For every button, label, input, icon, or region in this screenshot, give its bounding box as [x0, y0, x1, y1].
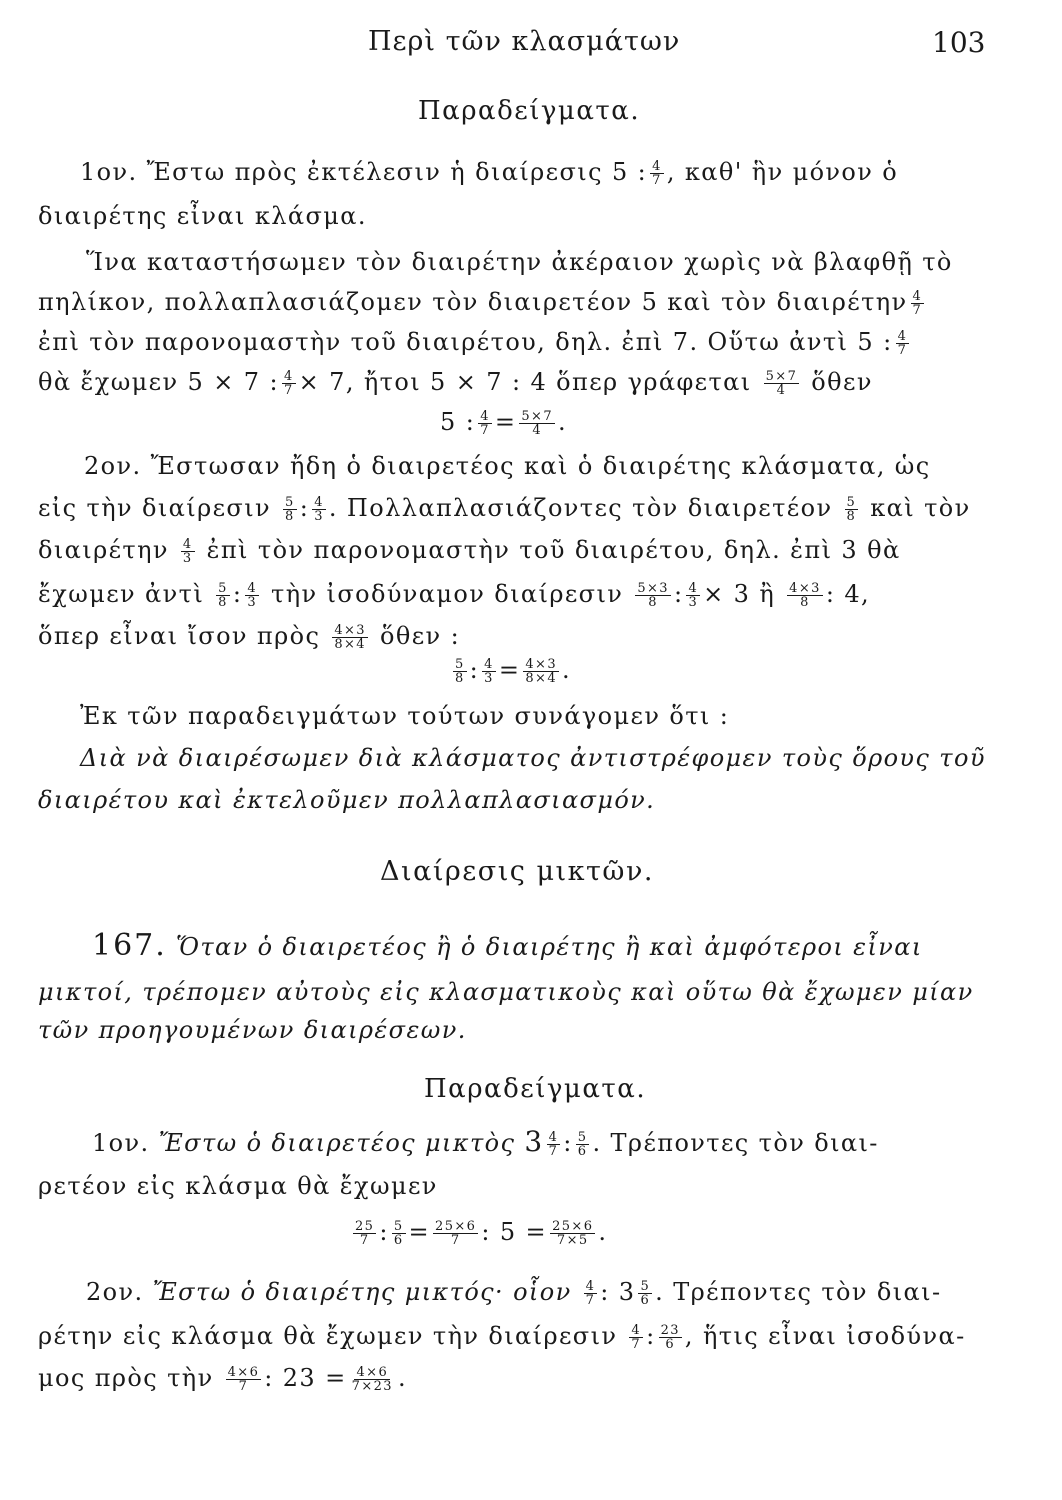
- ex1-line-1: [80, 156, 898, 188]
- denominator: 7: [548, 1144, 559, 1159]
- denominator: 3: [484, 671, 494, 686]
- numerator: 4⨯3: [789, 581, 821, 596]
- denominator: 8: [218, 595, 228, 610]
- fraction: [283, 496, 297, 523]
- text: πηλίκον, πολλαπλασιάζομεν τὸν διαιρετέον 5 καὶ τὸν διαιρέτην: [38, 288, 908, 316]
- fraction: [282, 370, 296, 397]
- denominator: 3: [247, 595, 258, 610]
- numerator: 4⨯3: [334, 623, 366, 638]
- fraction: [584, 1280, 598, 1307]
- fraction: [629, 1324, 643, 1351]
- conclusion-intro: Ἐκ τῶν παραδειγμάτων τούτων συνάγομεν ὅτι :: [80, 702, 730, 730]
- text: . Πολλαπλασιάζοντες τὸν διαιρετέον: [328, 494, 833, 522]
- ex2-line-5: [38, 620, 460, 652]
- fraction: [353, 1220, 376, 1247]
- ex2-line-4: [38, 578, 870, 610]
- fraction: [216, 582, 230, 609]
- denominator: 7: [283, 383, 294, 398]
- text: =: [494, 408, 517, 436]
- fraction: [550, 1220, 595, 1247]
- example-label: 1ον.: [80, 158, 138, 186]
- numerator: 5: [640, 1279, 651, 1294]
- numerator: 5⨯3: [637, 581, 669, 596]
- fraction: [547, 1131, 561, 1158]
- denominator: 7: [480, 423, 490, 438]
- fraction: [764, 370, 800, 397]
- text: Ἔστω πρὸς ἐκτέλεσιν ἡ διαίρεσις 5 :: [146, 158, 648, 186]
- ex1-line-6: [38, 366, 873, 398]
- text: =: [498, 656, 521, 684]
- numerator: 25⨯6: [435, 1219, 477, 1234]
- fraction: [478, 410, 492, 437]
- numerator: 4: [652, 159, 662, 174]
- denominator: 7: [359, 1233, 370, 1248]
- denominator: 6: [393, 1233, 404, 1248]
- ex1-line-4: [38, 286, 927, 318]
- fraction: [638, 1280, 652, 1307]
- numerator: 4: [247, 581, 258, 596]
- text: . Τρέποντες τὸν διαι-: [655, 1278, 942, 1306]
- running-head: Περὶ τῶν κλασμάτων: [368, 26, 681, 57]
- text: . Τρέποντες τὸν διαι-: [592, 1129, 879, 1157]
- text: , καθ' ἣν μόνον ὁ: [666, 158, 899, 186]
- numerator: 25: [355, 1219, 375, 1234]
- text: εἰς τὴν διαίρεσιν: [38, 494, 271, 522]
- numerator: 4: [182, 537, 193, 552]
- denominator: 3: [314, 509, 324, 524]
- text: ⨯ 7, ἤτοι 5 ⨯ 7 : 4 ὅπερ γράφεται: [298, 368, 752, 396]
- example-label: 2ον.: [86, 1278, 144, 1306]
- ex4-line-2: [38, 1320, 966, 1352]
- numerator: 5⨯7: [765, 369, 798, 384]
- fraction: [845, 496, 859, 523]
- section-heading-examples-2: Παραδείγματα.: [424, 1074, 647, 1104]
- text: =: [408, 1218, 431, 1246]
- ex1-line-2: διαιρέτης εἶναι κλάσμα.: [38, 202, 367, 230]
- ex2-line-1: [84, 450, 931, 482]
- numerator: 5: [846, 495, 857, 510]
- text: .: [397, 1364, 407, 1392]
- fraction: [226, 1366, 262, 1393]
- denominator: 7: [238, 1379, 249, 1394]
- fraction: [433, 1220, 478, 1247]
- section-heading-mixed-division: Διαίρεσις μικτῶν.: [380, 856, 654, 887]
- numerator: 5: [285, 495, 295, 510]
- fraction: [453, 658, 467, 685]
- paragraph-number: 167.: [92, 928, 167, 963]
- ex4-line-3: [38, 1362, 407, 1394]
- text: καὶ τὸν: [870, 494, 971, 522]
- text: ἐπὶ τὸν παρονομαστὴν τοῦ διαιρέτου, δηλ. ἐπὶ 7. Οὕτω ἀντὶ 5 :: [38, 328, 893, 356]
- rule-line-1: Διὰ νὰ διαιρέσωμεν διὰ κλάσματος ἀντιστρέφομεν τοὺς ὅρους τοῦ: [80, 744, 986, 772]
- text: :: [232, 580, 243, 608]
- page-number: 103: [932, 26, 986, 59]
- ex3-equation: [350, 1216, 607, 1248]
- numerator: 5: [393, 1219, 404, 1234]
- fraction: [181, 538, 195, 565]
- text: :: [646, 1322, 656, 1350]
- numerator: 4: [585, 1279, 596, 1294]
- text: Ὅταν ὁ διαιρετέος ἢ ὁ διαιρέτης ἢ καὶ ἀμφότεροι εἶναι: [175, 933, 923, 961]
- fraction: [392, 1220, 406, 1247]
- ex4-line-1: [86, 1276, 941, 1308]
- text: :: [469, 656, 480, 684]
- fraction: [896, 330, 910, 357]
- numerator: 5: [218, 581, 228, 596]
- fraction: [635, 582, 671, 609]
- fraction: [523, 658, 559, 685]
- denominator: 4: [532, 423, 543, 438]
- denominator: 7⨯23: [351, 1379, 393, 1394]
- text: 5 :: [440, 408, 476, 436]
- denominator: 7: [897, 343, 908, 358]
- example-label: 2ον.: [84, 452, 142, 480]
- numerator: 4: [480, 409, 490, 424]
- numerator: 4: [314, 495, 324, 510]
- denominator: 8: [285, 509, 295, 524]
- numerator: 4: [548, 1130, 559, 1145]
- text: .: [562, 656, 572, 684]
- numerator: 4⨯3: [525, 657, 557, 672]
- numerator: 4⨯6: [227, 1365, 260, 1380]
- denominator: 7: [585, 1293, 596, 1308]
- text: διαιρέτην: [38, 536, 169, 564]
- text: ὅθεν: [811, 368, 873, 396]
- text: : 23 =: [264, 1364, 347, 1392]
- numerator: 25⨯6: [552, 1219, 594, 1234]
- fraction: [787, 582, 823, 609]
- denominator: 4: [776, 383, 787, 398]
- text: : 5 =: [481, 1218, 548, 1246]
- text: .: [598, 1218, 608, 1246]
- fraction: [482, 658, 496, 685]
- par167-line-1: [92, 930, 923, 963]
- text: θὰ ἔχωμεν 5 ⨯ 7 :: [38, 368, 279, 396]
- text: : 3: [600, 1278, 636, 1306]
- denominator: 7: [912, 303, 923, 318]
- fraction: [350, 1366, 395, 1393]
- fraction: [312, 496, 326, 523]
- denominator: 6: [640, 1293, 651, 1308]
- denominator: 6: [665, 1337, 676, 1352]
- example-label: 1ον.: [92, 1129, 150, 1157]
- text: :: [299, 494, 310, 522]
- numerator: 4: [897, 329, 908, 344]
- text: Ἔστω ὁ διαιρέτης μικτός· οἷον: [152, 1278, 572, 1306]
- text: :: [379, 1218, 389, 1246]
- par167-line-3: τῶν προηγουμένων διαιρέσεων.: [38, 1016, 467, 1044]
- ex3-line-2: ρετέον εἰς κλάσμα θὰ ἔχωμεν: [38, 1172, 438, 1200]
- denominator: 6: [577, 1144, 588, 1159]
- ex2-line-3: [38, 534, 901, 566]
- fraction: [686, 582, 700, 609]
- denominator: 3: [688, 595, 699, 610]
- denominator: 7⨯5: [556, 1233, 589, 1248]
- numerator: 4: [283, 369, 294, 384]
- numerator: 23: [660, 1323, 680, 1338]
- text: Ἔστωσαν ἤδη ὁ διαιρετέος καὶ ὁ διαιρέτης κλάσματα, ὡς: [150, 452, 931, 480]
- numerator: 4: [484, 657, 494, 672]
- text: :: [673, 580, 684, 608]
- text: : 4,: [825, 580, 871, 608]
- section-heading-examples: Παραδείγματα.: [418, 96, 641, 126]
- denominator: 7: [652, 173, 662, 188]
- ex1-line-5: [38, 326, 912, 358]
- numerator: 4: [912, 289, 923, 304]
- text: ἐπὶ τὸν παρονομαστὴν τοῦ διαιρέτου, δηλ. ἐπὶ 3 θὰ: [206, 536, 901, 564]
- denominator: 3: [182, 551, 193, 566]
- fraction: [576, 1131, 590, 1158]
- text: ὅπερ εἶναι ἴσον πρὸς: [38, 622, 321, 650]
- fraction: [245, 582, 259, 609]
- fraction: [659, 1324, 682, 1351]
- ex2-line-2: [38, 492, 971, 524]
- fraction: [332, 624, 368, 651]
- numerator: 5: [455, 657, 465, 672]
- fraction: [650, 160, 664, 187]
- numerator: 4⨯6: [356, 1365, 389, 1380]
- denominator: 8: [455, 671, 465, 686]
- text: τὴν ἰσοδύναμον διαίρεσιν: [271, 580, 624, 608]
- denominator: 8⨯4: [525, 671, 557, 686]
- numerator: 5: [577, 1130, 588, 1145]
- text: ὅθεν :: [380, 622, 461, 650]
- text: .: [558, 408, 568, 436]
- text: :: [563, 1129, 573, 1157]
- numerator: 4: [688, 581, 699, 596]
- text: μος πρὸς τὴν: [38, 1364, 214, 1392]
- ex1-equation: [440, 406, 567, 438]
- denominator: 7: [450, 1233, 461, 1248]
- text: ⨯ 3 ἢ: [703, 580, 776, 608]
- ex1-line-3: Ἵνα καταστήσωμεν τὸν διαιρέτην ἀκέραιον χωρὶς νὰ βλαφθῇ τὸ: [86, 248, 953, 276]
- ex2-equation: [450, 654, 571, 686]
- denominator: 8: [846, 509, 857, 524]
- text: , ἥτις εἶναι ἰσοδύνα-: [684, 1322, 966, 1350]
- fraction: [519, 410, 555, 437]
- text: Ἔστω ὁ διαιρετέος μικτὸς: [158, 1129, 516, 1157]
- rule-line-2: διαιρέτου καὶ ἐκτελοῦμεν πολλαπλασιασμόν.: [38, 786, 656, 814]
- text: ρέτην εἰς κλάσμα θὰ ἔχωμεν τὴν διαίρεσιν: [38, 1322, 618, 1350]
- denominator: 8: [648, 595, 658, 610]
- text: ἔχωμεν ἀντὶ: [38, 580, 205, 608]
- par167-line-2: μικτοί, τρέπομεν αὐτοὺς εἰς κλασματικοὺς καὶ οὕτω θὰ ἔχωμεν μίαν: [38, 978, 974, 1006]
- denominator: 8: [800, 595, 810, 610]
- whole-number: 3: [524, 1125, 544, 1158]
- denominator: 7: [631, 1337, 642, 1352]
- numerator: 4: [631, 1323, 642, 1338]
- numerator: 5⨯7: [521, 409, 554, 424]
- denominator: 8⨯4: [334, 637, 366, 652]
- fraction: [911, 290, 925, 317]
- ex3-line-1: [92, 1126, 879, 1159]
